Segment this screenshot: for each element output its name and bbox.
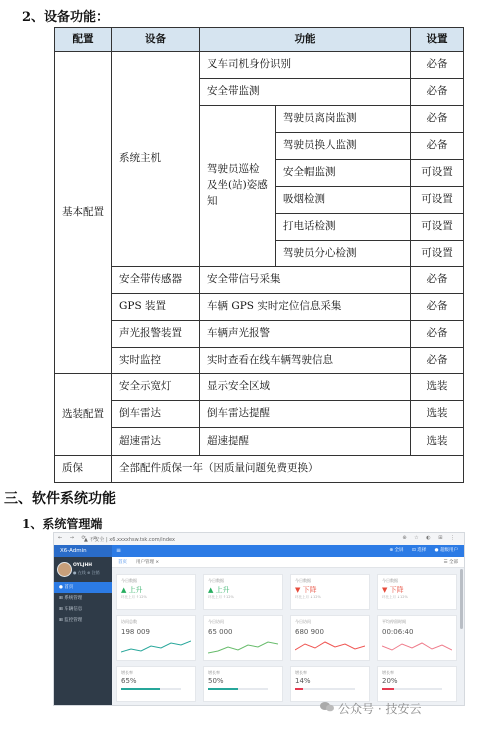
warranty-label: 质保 <box>54 455 112 483</box>
function-cell: 倒车雷达提醒 <box>199 400 411 428</box>
device-system-host: 系统主机 <box>111 51 200 267</box>
kpi-sub: 环比上月 ↑12% <box>208 595 234 599</box>
sidebar-item-vehicle[interactable]: ⊞ 车辆信息 <box>59 607 83 612</box>
warranty-text: 全部配件质保一年（因质量问题免费更换） <box>111 455 464 483</box>
table-header-device: 设备 <box>111 27 200 52</box>
progress-bar <box>208 688 268 690</box>
stat-label: 今日访问 <box>295 619 311 624</box>
progress-fill <box>208 688 238 690</box>
setting-cell: 必备 <box>410 347 464 374</box>
config-basic: 基本配置 <box>54 51 112 374</box>
kpi-sub: 环比上月 ↓12% <box>382 595 408 599</box>
avatar <box>57 562 72 577</box>
progress-fill <box>121 688 160 690</box>
fullscreen-button[interactable]: ⊕ 全屏 <box>389 548 404 553</box>
stat-card <box>116 615 196 661</box>
progress-value: 14% <box>295 677 311 685</box>
browser-url[interactable]: ▲ 不安全 | x6.xxxxhsw.tsk.com/index <box>84 537 175 543</box>
progress-bar <box>121 688 181 690</box>
sidebar-item-monitor[interactable]: ⊞ 监控管理 <box>59 618 83 623</box>
stat-value: 198 009 <box>121 628 150 636</box>
browser-toolbar-icons[interactable]: ⊕ ☆ ◐ ⊞ ⋮ <box>402 535 458 541</box>
stat-value: 680 900 <box>295 628 324 636</box>
stat-label: 访问总数 <box>121 619 137 624</box>
tab-menu-button[interactable]: ☰ 全部 <box>443 560 458 565</box>
stat-card <box>377 615 457 661</box>
sparkline <box>382 638 452 656</box>
function-cell: 实时查看在线车辆驾驶信息 <box>199 347 411 374</box>
progress-value: 65% <box>121 677 137 685</box>
progress-bar <box>295 688 355 690</box>
function-cell: 驾驶员换人监测 <box>275 132 411 160</box>
config-optional: 选装配置 <box>54 373 112 456</box>
stat-label: 今日访问 <box>208 619 224 624</box>
stat-card <box>203 615 283 661</box>
admin-screenshot <box>53 532 465 706</box>
setting-cell: 必备 <box>410 266 464 294</box>
kpi-card <box>290 574 370 610</box>
function-cell: 安全带监测 <box>199 78 411 106</box>
setting-cell: 必备 <box>410 293 464 321</box>
kpi-value: ▲ 上升 <box>208 586 230 594</box>
tab-home[interactable]: 首页 <box>118 560 127 565</box>
progress-card <box>116 666 196 702</box>
stat-label: 平均停留时间 <box>382 619 406 624</box>
function-cell: 叉车司机身份识别 <box>199 51 411 79</box>
setting-cell: 可设置 <box>410 240 464 267</box>
device-table <box>54 27 464 483</box>
progress-label: 增长率 <box>208 670 220 675</box>
function-cell: 打电话检测 <box>275 213 411 241</box>
setting-cell: 可设置 <box>410 213 464 241</box>
table-header-setting: 设置 <box>410 27 464 52</box>
device-cell: 安全示宽灯 <box>111 373 200 401</box>
section-2-heading: 2、设备功能： <box>22 10 110 25</box>
kpi-sub: 环比上月 ↓12% <box>295 595 321 599</box>
tab-user-management[interactable]: 用户管理 × <box>136 560 160 565</box>
device-cell: 实时监控 <box>111 347 200 374</box>
stat-value: 65 000 <box>208 628 233 636</box>
setting-cell: 选装 <box>410 373 464 401</box>
setting-cell: 可设置 <box>410 186 464 214</box>
progress-label: 增长率 <box>121 670 133 675</box>
function-cell: 吸烟检测 <box>275 186 411 214</box>
function-cell: 安全带信号采集 <box>199 266 411 294</box>
device-cell: 倒车雷达 <box>111 400 200 428</box>
sidebar-item-home[interactable]: ● 首页 <box>54 582 112 593</box>
stat-card <box>290 615 370 661</box>
device-cell: GPS 装置 <box>111 293 200 321</box>
user-name: OYLJHH <box>73 563 92 568</box>
progress-fill <box>382 688 394 690</box>
user-menu[interactable]: ● 超级用户 <box>434 548 458 553</box>
kpi-card <box>203 574 283 610</box>
progress-card <box>203 666 283 702</box>
function-cell: 车辆声光报警 <box>199 320 411 348</box>
sparkline <box>121 638 191 656</box>
setting-cell: 可设置 <box>410 159 464 187</box>
device-cell: 超速雷达 <box>111 427 200 456</box>
progress-card <box>377 666 457 702</box>
kpi-card <box>377 574 457 610</box>
sidebar-item-system[interactable]: ⊞ 系统管理 <box>59 596 83 601</box>
kpi-value: ▼ 下降 <box>295 586 317 594</box>
kpi-label: 今日数据 <box>295 578 311 583</box>
function-cell: 驾驶员离岗监测 <box>275 105 411 133</box>
kpi-value: ▲ 上升 <box>121 586 143 594</box>
setting-cell: 必备 <box>410 132 464 160</box>
function-cell: 驾驶员分心检测 <box>275 240 411 267</box>
function-cell: 车辆 GPS 实时定位信息采集 <box>199 293 411 321</box>
topbar-actions <box>382 545 458 557</box>
wechat-icon <box>320 701 334 712</box>
progress-fill <box>295 688 303 690</box>
watermark: 公众号 · 技安云 <box>338 702 422 716</box>
tab-bar <box>112 557 464 568</box>
function-cell: 安全帽监测 <box>275 159 411 187</box>
app-name: X6-Admin <box>54 545 112 557</box>
select-button[interactable]: ⊡ 选择 <box>412 548 427 553</box>
app-topbar <box>54 545 464 557</box>
kpi-label: 今日数据 <box>208 578 224 583</box>
sparkline <box>208 638 278 656</box>
table-header-function: 功能 <box>199 27 411 52</box>
stat-value: 00:06:40 <box>382 628 414 636</box>
section-3-heading: 三、软件系统功能 <box>4 491 116 507</box>
user-status: ● 在线 ⊕ 注销 <box>73 570 100 575</box>
kpi-label: 今日数据 <box>382 578 398 583</box>
app-sidebar <box>54 557 112 705</box>
function-cell: 显示安全区域 <box>199 373 411 401</box>
setting-cell: 选装 <box>410 427 464 456</box>
kpi-card <box>116 574 196 610</box>
progress-value: 20% <box>382 677 398 685</box>
progress-label: 增长率 <box>295 670 307 675</box>
subsection-1-heading: 1、系统管理端 <box>22 517 103 531</box>
sub-function-posture: 驾驶员巡检及坐(站)姿感知 <box>199 105 276 267</box>
menu-icon[interactable]: ≡ <box>116 547 122 554</box>
progress-label: 增长率 <box>382 670 394 675</box>
setting-cell: 必备 <box>410 105 464 133</box>
device-cell: 安全带传感器 <box>111 266 200 294</box>
device-cell: 声光报警装置 <box>111 320 200 348</box>
kpi-sub: 环比上月 ↑12% <box>121 595 147 599</box>
progress-card <box>290 666 370 702</box>
kpi-value: ▼ 下降 <box>382 586 404 594</box>
browser-nav-buttons[interactable]: ← → ⟳ ⌂ <box>58 535 100 541</box>
setting-cell: 必备 <box>410 78 464 106</box>
setting-cell: 必备 <box>410 51 464 79</box>
function-cell: 超速提醒 <box>199 427 411 456</box>
table-header-config: 配置 <box>54 27 112 52</box>
sparkline <box>295 638 365 656</box>
kpi-label: 今日数据 <box>121 578 137 583</box>
progress-bar <box>382 688 442 690</box>
scrollbar[interactable] <box>460 569 463 629</box>
setting-cell: 选装 <box>410 400 464 428</box>
setting-cell: 必备 <box>410 320 464 348</box>
progress-value: 50% <box>208 677 224 685</box>
